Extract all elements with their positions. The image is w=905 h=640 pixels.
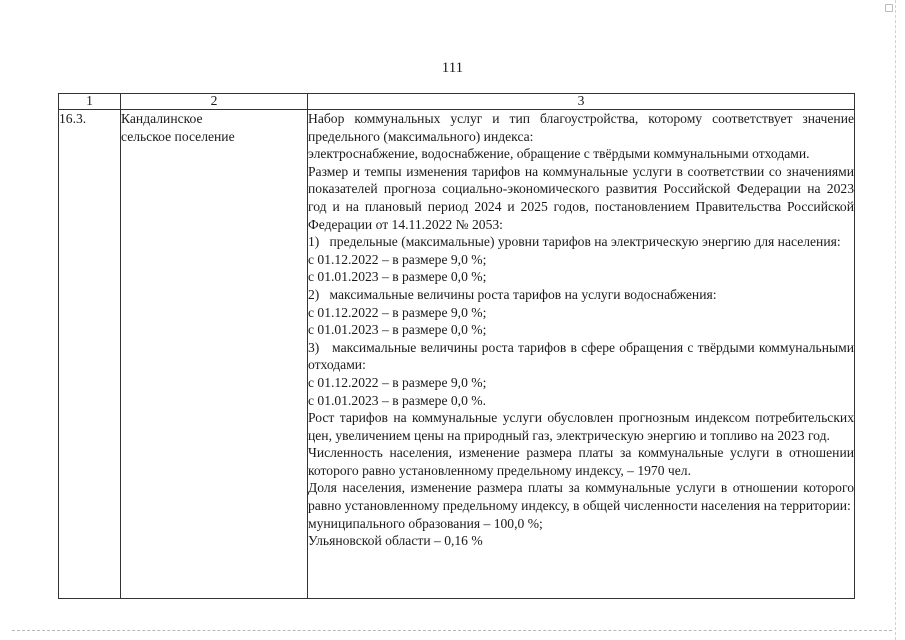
paragraph-tariff-growth-reason: Рост тарифов на коммунальные услуги обусловлен прогнозным индексом потребительских цен, увеличением цены на природный газ, электрическую энергию и топливо на 2023 год. bbox=[308, 410, 854, 443]
paragraph-water-jan: с 01.01.2023 – в размере 0,0 %; bbox=[308, 322, 487, 338]
paragraph-water-dec: с 01.12.2022 – в размере 9,0 %; bbox=[308, 304, 487, 320]
tariff-table bbox=[58, 93, 855, 599]
paragraph-electricity-dec: с 01.12.2022 – в размере 9,0 %; bbox=[308, 251, 487, 267]
paragraph-waste-jan: с 01.01.2023 – в размере 0,0 %. bbox=[308, 392, 486, 408]
table-row bbox=[59, 110, 855, 599]
paragraph-services-set: Набор коммунальных услуг и тип благоустройства, которому соответствует значение предельного (максимального) индекса: bbox=[308, 111, 854, 144]
paragraph-water-tariffs: 2) максимальные величины роста тарифов на услуги водоснабжения: bbox=[308, 286, 717, 302]
column-header-1: 1 bbox=[59, 94, 121, 110]
table-header-row bbox=[59, 94, 855, 110]
column-header-3: 3 bbox=[308, 94, 855, 110]
scan-bottom-edge bbox=[12, 630, 892, 631]
page-number: 111 bbox=[441, 60, 464, 76]
row-description bbox=[308, 110, 855, 599]
scan-corner-mark bbox=[885, 4, 893, 12]
settlement-name bbox=[121, 110, 308, 599]
row-number: 16.3. bbox=[59, 110, 121, 599]
scan-right-edge bbox=[895, 0, 896, 640]
paragraph-services-list: электроснабжение, водоснабжение, обращение с твёрдыми коммунальными отходами. bbox=[308, 146, 810, 162]
settlement-name-line-1: Кандалинское bbox=[121, 111, 203, 126]
paragraph-municipal-share: муниципального образования – 100,0 %; bbox=[308, 515, 543, 531]
settlement-name-line-2: сельское поселение bbox=[121, 128, 235, 144]
paragraph-population-share: Доля населения, изменение размера платы за коммунальные услуги в отношении которого равно установленному предельному индексу, в общей численности населения на территории: bbox=[308, 480, 854, 514]
paragraph-waste-dec: с 01.12.2022 – в размере 9,0 %; bbox=[308, 374, 487, 390]
paragraph-electricity-jan: с 01.01.2023 – в размере 0,0 %; bbox=[308, 269, 487, 285]
paragraph-population-count: Численность населения, изменение размера платы за коммунальные услуги в отношении которого равно установленному предельному индексу, – 1970 чел. bbox=[308, 445, 854, 478]
paragraph-electricity-tariffs: 1) предельные (максимальные) уровни тарифов на электрическую энергию для населения: bbox=[308, 234, 841, 250]
paragraph-tariff-basis: Размер и темпы изменения тарифов на коммунальные услуги в соответствии со значениями показателей прогноза социально-экономического развития Российской Федерации на 2023 год и на плановый период 2024 и 2025 годов, постановлением Правительства Российской Федерации от 14.11.2022 № 2053: bbox=[308, 163, 854, 232]
column-header-2: 2 bbox=[121, 94, 308, 110]
paragraph-region-share: Ульяновской области – 0,16 % bbox=[308, 533, 483, 549]
paragraph-waste-tariffs: 3) максимальные величины роста тарифов в сфере обращения с твёрдыми коммунальными отходами: bbox=[308, 339, 854, 373]
